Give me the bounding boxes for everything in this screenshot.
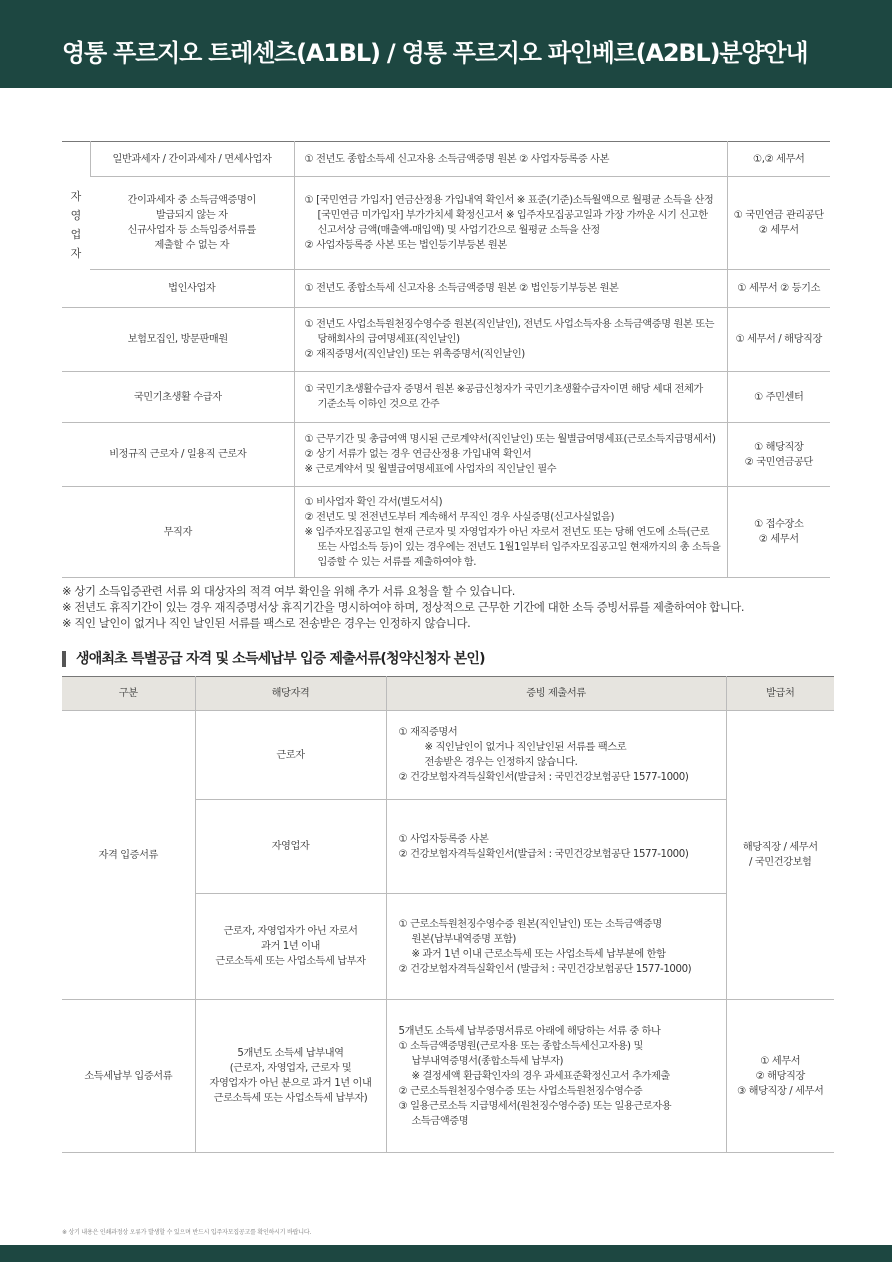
note-text: ※ 전년도 휴직기간이 있는 경우 재직증명서상 휴직기간을 명시하여야 하며, 정상적으로 근무한 기간에 대한 소득 증빙서류를 제출하여야 합니다. [62, 600, 745, 614]
documents-cell: ① 근로소득원천징수영수증 원본(직인날인) 또는 소득금액증명 원본(납부내역증명 포함) ※ 과거 1년 이내 근로소득세 또는 사업소득세 납부분에 한함 ② 건강보험자격득실확인서 (발급처 : 국민건강보험공단 1577-1000) [386, 894, 726, 1000]
qualification-cell: 무직자 [62, 487, 294, 578]
table-row [62, 372, 830, 423]
self-employed-label: 자 영 업 자 [62, 142, 90, 308]
issuer-cell: ① 주민센터 [727, 372, 830, 423]
first-time-buyer-table [62, 676, 834, 1153]
table-row [62, 270, 830, 308]
documents-cell: ① [국민연금 가입자] 연금산정용 가입내역 확인서 ※ 표준(기준)소득월액으로 월평균 소득을 산정 [국민연금 미가입자] 부가가치세 확정신고서 ※ 입주자모집공고일과 가장 가까운 시기 신고한 신고서상 금액(매출액-매입액) 및 사업기간으로 월평균 소득을 산정 ② 사업자등록증 사본 또는 법인등기부등본 원본 [294, 177, 727, 270]
table-row [62, 711, 834, 800]
qualification-cell: 5개년도 소득세 납부내역 (근로자, 자영업자, 근로자 및 자영업자가 아닌 분으로 과거 1년 이내 근로소득세 또는 사업소득세 납부자) [195, 1000, 386, 1153]
note-text: ※ 직인 날인이 없거나 직인 날인된 서류를 팩스로 전송받은 경우는 인정하지 않습니다. [62, 616, 471, 630]
documents-cell: ① 근무기간 및 총급여액 명시된 근로계약서(직인날인) 또는 월별급여명세표(근로소득지급명세서) ② 상기 서류가 없는 경우 연금산정용 가입내역 확인서 ※ 근로계약서 및 월별급여명세표에 사업자의 직인날인 필수 [294, 423, 727, 487]
qualification-cell: 근로자 [195, 711, 386, 800]
page-footer-bar [0, 1245, 892, 1262]
qualification-cell: 비정규직 근로자 / 일용직 근로자 [62, 423, 294, 487]
footnote: ※ 상기 내용은 인쇄과정상 오류가 발생할 수 있으며 반드시 입주자모집공고를 확인하시기 바랍니다. [62, 1229, 312, 1236]
column-header: 해당자격 [195, 677, 386, 711]
qualification-cell: 국민기초생활 수급자 [62, 372, 294, 423]
documents-cell: ① 국민기초생활수급자 증명서 원본 ※공급신청자가 국민기초생활수급자이면 해당 세대 전체가 기준소득 이하인 것으로 간주 [294, 372, 727, 423]
table-row [62, 423, 830, 487]
documents-cell: ① 전년도 종합소득세 신고자용 소득금액증명 원본 ② 사업자등록증 사본 [294, 142, 727, 177]
table-row [62, 177, 830, 270]
page-title: 영통 푸르지오 트레센츠(A1BL) / 영통 푸르지오 파인베르(A2BL)분양안내 [62, 39, 808, 67]
issuer-cell: 해당직장 / 세무서 / 국민건강보험 [726, 711, 834, 1000]
issuer-cell: ① 세무서 / 해당직장 [727, 308, 830, 372]
documents-cell: ① 사업자등록증 사본 ② 건강보험자격득실확인서(발급처 : 국민건강보험공단 1577-1000) [386, 800, 726, 894]
documents-cell: ① 비사업자 확인 각서(별도서식) ② 전년도 및 전전년도부터 계속해서 무직인 경우 사실증명(신고사실없음) ※ 입주자모집공고일 현재 근로자 및 자영업자가 아닌 자로서 전년도 또는 당해 연도에 소득(근로 또는 사업소득 등)이 있는 경우에는 전년도 1월1일부터 입주자모집공고일 현재까지의 총 소득을 입증할 수 있는 서류를 제출하여야 함. [294, 487, 727, 578]
qualification-cell: 간이과세자 중 소득금액증명이 발급되지 않는 자 신규사업자 등 소득입증서류를 제출할 수 없는 자 [90, 177, 294, 270]
issuer-cell: ① 국민연금 관리공단 ② 세무서 [727, 177, 830, 270]
documents-cell: 5개년도 소득세 납부증명서류로 아래에 해당하는 서류 중 하나 ① 소득금액증명원(근로자용 또는 종합소득세신고자용) 및 납부내역증명서(종합소득세 납부자) ※ 결정세액 환급확인자의 경우 과세표준확정신고서 추가제출 ② 근로소득원천징수영수증 또는 사업소득원천징수영수증 ③ 일용근로소득 지급명세서(원천징수영수증) 또는 일용근로자용 소득금액증명 [386, 1000, 726, 1153]
qualification-cell: 근로자, 자영업자가 아닌 자로서 과거 1년 이내 근로소득세 또는 사업소득세 납부자 [195, 894, 386, 1000]
table-header-row [62, 677, 834, 711]
column-header: 발급처 [726, 677, 834, 711]
table-row [62, 308, 830, 372]
documents-cell: ① 전년도 사업소득원천징수영수증 원본(직인날인), 전년도 사업소득자용 소득금액증명 원본 또는 당해회사의 급여명세표(직인날인) ② 재직증명서(직인날인) 또는 위촉증명서(직인날인) [294, 308, 727, 372]
category-cell: 자격 입증서류 [62, 711, 195, 1000]
documents-cell: ① 재직증명서 ※ 직인날인이 없거나 직인날인된 서류를 팩스로 전송받은 경우는 인정하지 않습니다. ② 건강보험자격득실확인서(발급처 : 국민건강보험공단 1577-1000) [386, 711, 726, 800]
income-proof-table [62, 141, 830, 578]
issuer-cell: ① 접수장소 ② 세무서 [727, 487, 830, 578]
table-row [62, 487, 830, 578]
category-cell: 소득세납부 입증서류 [62, 1000, 195, 1153]
issuer-cell: ① 해당직장 ② 국민연금공단 [727, 423, 830, 487]
qualification-cell: 법인사업자 [90, 270, 294, 308]
column-header: 구분 [62, 677, 195, 711]
table-row [62, 1000, 834, 1153]
documents-cell: ① 전년도 종합소득세 신고자용 소득금액증명 원본 ② 법인등기부등본 원본 [294, 270, 727, 308]
notes [62, 583, 842, 631]
issuer-cell: ① 세무서 ② 등기소 [727, 270, 830, 308]
column-header: 증빙 제출서류 [386, 677, 726, 711]
issuer-cell: ①,② 세무서 [727, 142, 830, 177]
qualification-cell: 보험모집인, 방문판매원 [62, 308, 294, 372]
table-row [62, 142, 830, 177]
note-text: ※ 상기 소득입증관련 서류 외 대상자의 적격 여부 확인을 위해 추가 서류 요청을 할 수 있습니다. [62, 584, 516, 598]
issuer-cell: ① 세무서 ② 해당직장 ③ 해당직장 / 세무서 [726, 1000, 834, 1153]
page-header [0, 0, 892, 88]
qualification-cell: 일반과세자 / 간이과세자 / 면세사업자 [90, 142, 294, 177]
section-title: 생애최초 특별공급 자격 및 소득세납부 입증 제출서류(청약신청자 본인) [62, 651, 485, 667]
qualification-cell: 자영업자 [195, 800, 386, 894]
